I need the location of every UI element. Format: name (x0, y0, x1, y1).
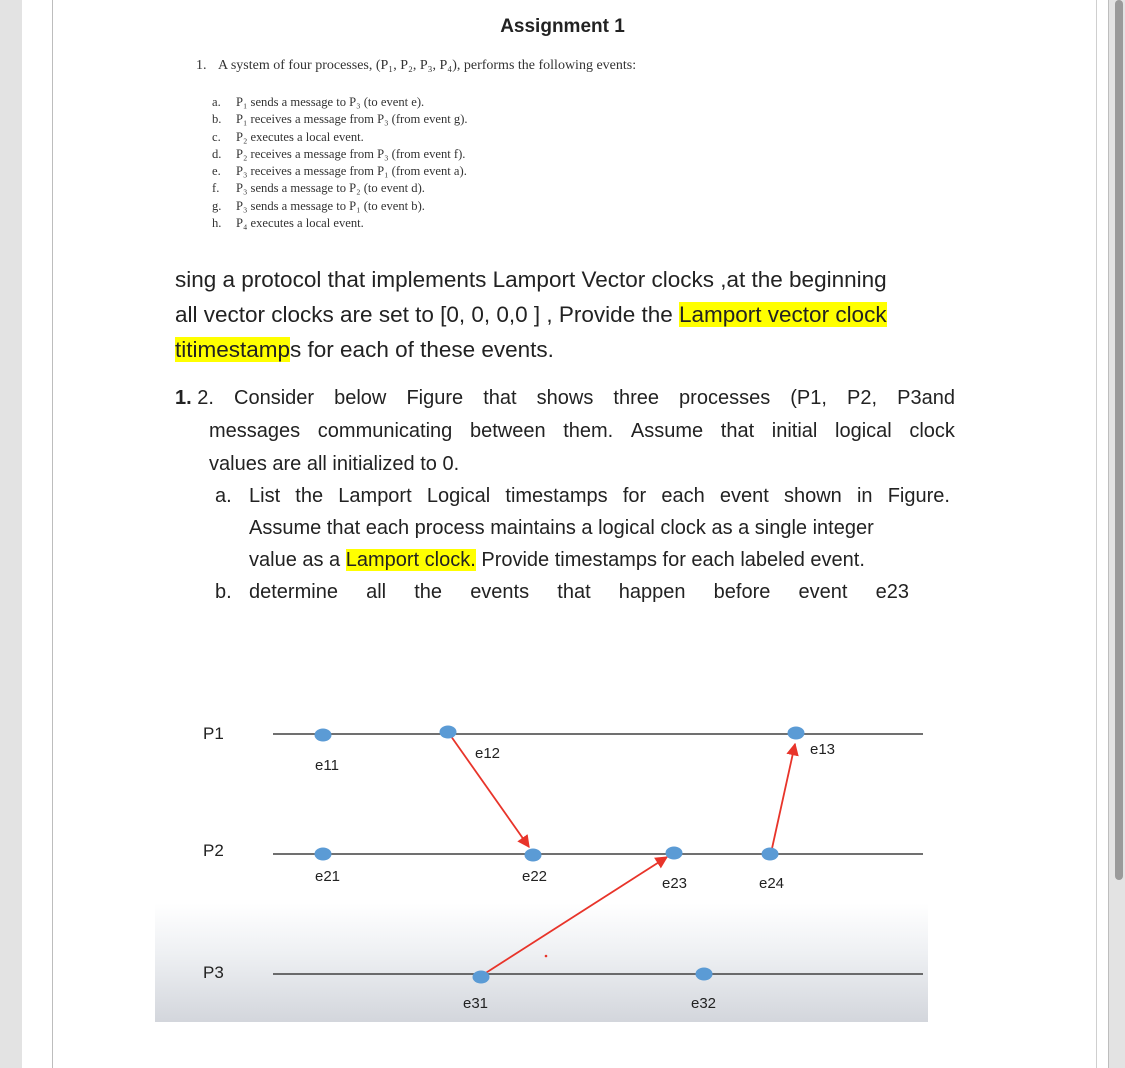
word: clock (909, 420, 955, 442)
subpart-letter: b. (215, 581, 232, 603)
vertical-scrollbar[interactable] (1108, 0, 1125, 1068)
question-2-heading (175, 382, 214, 415)
highlighted-text: Lamport clock. (345, 549, 476, 571)
word: for (622, 485, 647, 507)
event-label-e13: e13 (810, 741, 836, 758)
word: the (414, 581, 443, 603)
list-item (212, 198, 468, 215)
word: below (334, 387, 387, 409)
question-2-sub-number: 2. (197, 387, 214, 409)
paragraph-line-2 (175, 297, 955, 332)
subpart-a (215, 480, 950, 576)
word: each (661, 485, 705, 507)
left-page-border (22, 0, 53, 1068)
event-node-e24 (762, 848, 779, 861)
question-1-stem (196, 58, 636, 74)
word: communicating (317, 420, 453, 442)
page-edge (1096, 0, 1097, 1068)
subpart-b-line (249, 576, 909, 608)
word: List (249, 485, 281, 507)
list-text: P₃ receives a message from P₁ (from event a). (236, 164, 467, 179)
event-label-e24: e24 (759, 875, 785, 892)
subpart-a-line-3 (249, 544, 950, 576)
event-node-e22 (525, 849, 542, 862)
word: all (366, 581, 387, 603)
word: the (295, 485, 324, 507)
word: in (856, 485, 873, 507)
word: events (470, 581, 530, 603)
list-text: P₂ receives a message from P₃ (from event f). (236, 146, 466, 161)
paragraph-line-1: sing a protocol that implements Lamport Vector clocks ,at the beginning (175, 267, 887, 292)
word: Lamport (338, 485, 412, 507)
list-text: P₁ receives a message from P₃ (from event g). (236, 112, 468, 127)
question-2-line-2 (175, 415, 955, 448)
word: three (613, 387, 659, 409)
process-label-p2: P2 (203, 841, 224, 860)
event-node-e11 (315, 729, 332, 742)
highlighted-text: titimestamp (175, 337, 291, 362)
question-2 (175, 382, 955, 481)
word: P2, (847, 387, 878, 409)
list-letter: c. (212, 129, 221, 144)
event-label-e12: e12 (475, 745, 501, 762)
list-text: P₃ sends a message to P₁ (to event b). (236, 198, 425, 213)
subpart-letter: a. (215, 485, 232, 507)
event-node-e32 (696, 968, 713, 981)
word: Logical (426, 485, 491, 507)
word: messages (209, 420, 301, 442)
subpart-text: Provide timestamps for each labeled event. (475, 549, 865, 571)
word: happen (618, 581, 686, 603)
list-letter: h. (212, 216, 222, 231)
paragraph-text: all vector clocks are set to [0, 0, 0,0 ] , Provide the (175, 302, 679, 327)
list-item (212, 111, 468, 128)
word: Figure (406, 387, 464, 409)
question-2-number: 1. (175, 387, 192, 409)
list-text: P₃ sends a message to P₂ (to event d). (236, 181, 425, 196)
highlighted-text: Lamport vector clock (679, 302, 887, 327)
instruction-paragraph (175, 262, 955, 367)
list-letter: g. (212, 198, 222, 213)
list-text: P₄ executes a local event. (236, 216, 364, 231)
event-label-e31: e31 (463, 995, 489, 1012)
word: event (719, 485, 769, 507)
scrollbar-thumb[interactable] (1115, 0, 1123, 880)
word: initial (771, 420, 818, 442)
list-letter: b. (212, 112, 222, 127)
word: shows (536, 387, 594, 409)
list-letter: d. (212, 146, 222, 161)
left-margin (0, 0, 22, 1068)
list-letter: e. (212, 164, 221, 179)
question-2-line-3: values are all initialized to 0. (209, 453, 460, 475)
list-text: P₁ sends a message to P₃ (to event e). (236, 95, 425, 109)
event-node-e13 (788, 727, 805, 740)
list-item (212, 94, 468, 111)
word: Consider (234, 387, 315, 409)
event-list (212, 94, 468, 232)
subpart-a-text (249, 480, 950, 576)
event-label-e11: e11 (315, 757, 339, 774)
list-item (212, 163, 468, 180)
subpart-b (215, 576, 950, 608)
word: that (483, 387, 517, 409)
event-label-e21: e21 (315, 868, 341, 885)
subpart-a-line-1 (249, 480, 950, 512)
stray-dot (545, 955, 548, 958)
subpart-b-text (249, 576, 950, 608)
word: logical (835, 420, 892, 442)
event-node-e21 (315, 848, 332, 861)
word: Figure. (887, 485, 950, 507)
event-label-e32: e32 (691, 995, 717, 1012)
question-2-subparts (215, 480, 950, 608)
event-label-e23: e23 (662, 875, 688, 892)
word: timestamps (505, 485, 608, 507)
word: that (557, 581, 591, 603)
word: before (713, 581, 771, 603)
word: determine (249, 581, 338, 603)
list-letter: a. (212, 95, 221, 109)
process-label-p1: P1 (203, 724, 224, 743)
word: between (469, 420, 546, 442)
event-node-e12 (440, 726, 457, 739)
word: (P1, (790, 387, 827, 409)
event-label-e22: e22 (522, 868, 548, 885)
list-letter: f. (212, 181, 220, 196)
question-1-text: A system of four processes, (P₁, P₂, P₃, P₄), performs the following events: (218, 58, 637, 73)
lamport-clock-diagram (155, 710, 928, 1022)
word: them. (563, 420, 614, 442)
word: P3and (897, 387, 955, 409)
list-item (212, 215, 468, 232)
process-label-p3: P3 (203, 963, 224, 982)
word: e23 (875, 581, 909, 603)
question-2-line-1 (175, 382, 955, 415)
paragraph-text: s for each of these events. (290, 337, 554, 362)
event-node-e31 (473, 971, 490, 984)
word: Assume (630, 420, 704, 442)
list-item (212, 146, 468, 163)
word: event (798, 581, 848, 603)
paragraph-line-3 (175, 332, 955, 367)
word: processes (679, 387, 771, 409)
word: shown (783, 485, 842, 507)
document-title: Assignment 1 (500, 16, 625, 37)
list-item (212, 180, 468, 197)
subpart-text: value as a (249, 549, 346, 571)
list-text: P₂ executes a local event. (236, 129, 364, 144)
event-node-e23 (666, 847, 683, 860)
question-1-number: 1. (196, 58, 207, 73)
word: that (720, 420, 755, 442)
list-item (212, 129, 468, 146)
subpart-a-line-2: Assume that each process maintains a logical clock as a single integer (249, 517, 874, 539)
